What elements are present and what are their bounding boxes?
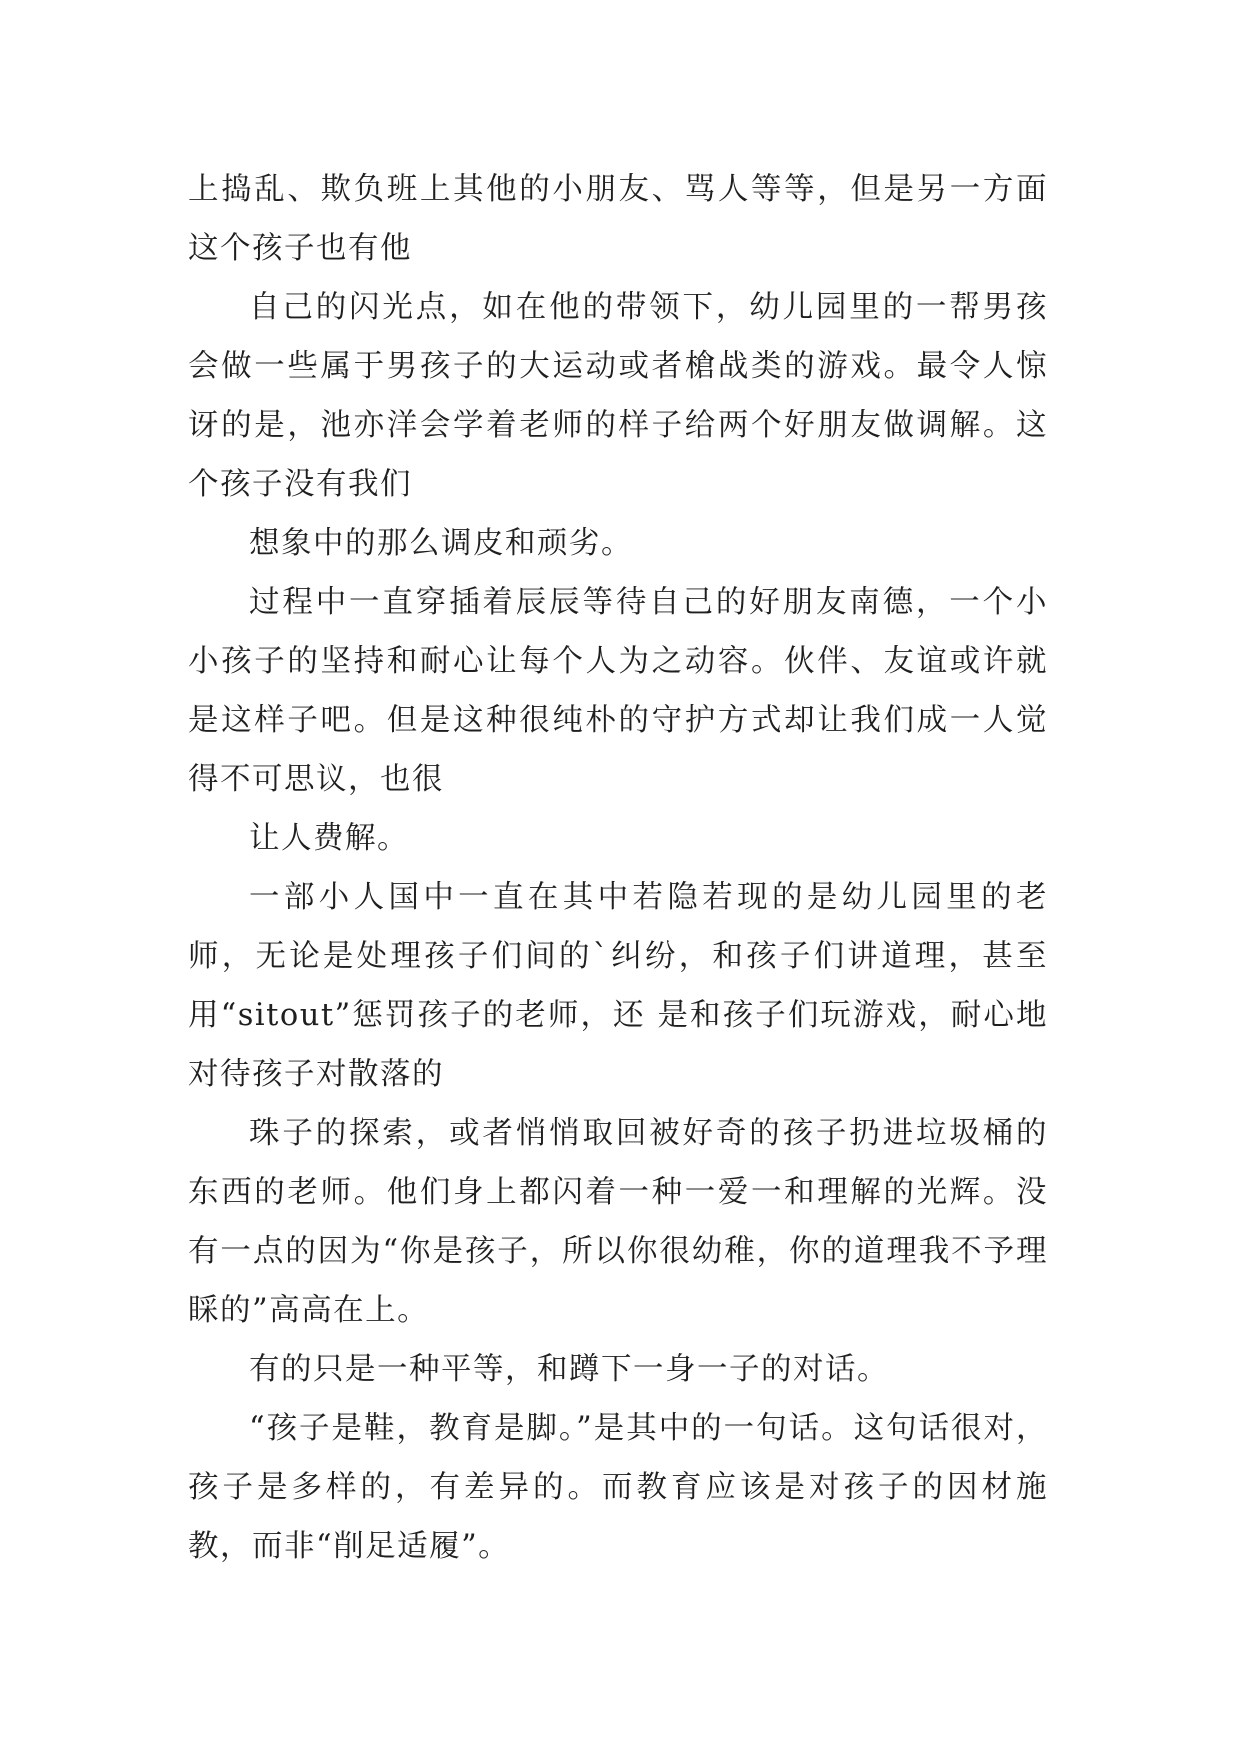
body-text	[188, 160, 1048, 1576]
paragraph-2: 自己的闪光点，如在他的带领下，幼儿园里的一帮男孩会做一些属于男孩子的大运动或者槍战类的游戏。最令人惊讶的是，池亦洋会学着老师的样子给两个好朋友做调解。这个孩子没有我们	[188, 290, 1048, 502]
paragraph-6: 一部小人国中一直在其中若隐若现的是幼儿园里的老师，无论是处理孩子们间的`纠纷，和孩子们讲道理，甚至用“sitout”惩罚孩子的老师，还 是和孩子们玩游戏，耐心地对待孩子对散落的	[188, 880, 1048, 1092]
paragraph-5: 让人费解。	[249, 821, 409, 856]
paragraph-7: 珠子的探索，或者悄悄取回被好奇的孩子扔进垃圾桶的东西的老师。他们身上都闪着一种一爱一和理解的光辉。没有一点的因为“你是孩子，所以你很幼稚，你的道理我不予理睬的”高高在上。	[188, 1116, 1048, 1328]
paragraph-9: “孩子是鞋，教育是脚。”是其中的一句话。这句话很对，孩子是多样的，有差异的。而教育应该是对孩子的因材施教，而非“削足适履”。	[188, 1411, 1048, 1564]
paragraph-4: 过程中一直穿插着辰辰等待自己的好朋友南德，一个小小孩子的坚持和耐心让每个人为之动容。伙伴、友谊或许就是这样子吧。但是这种很纯朴的守护方式却让我们成一人觉得不可思议，也很	[188, 585, 1048, 797]
paragraph-3: 想象中的那么调皮和顽劣。	[249, 526, 633, 561]
paragraph-8: 有的只是一种平等，和蹲下一身一子的对话。	[249, 1352, 889, 1387]
paragraph-1: 上捣乱、欺负班上其他的小朋友、骂人等等，但是另一方面这个孩子也有他	[188, 172, 1048, 266]
